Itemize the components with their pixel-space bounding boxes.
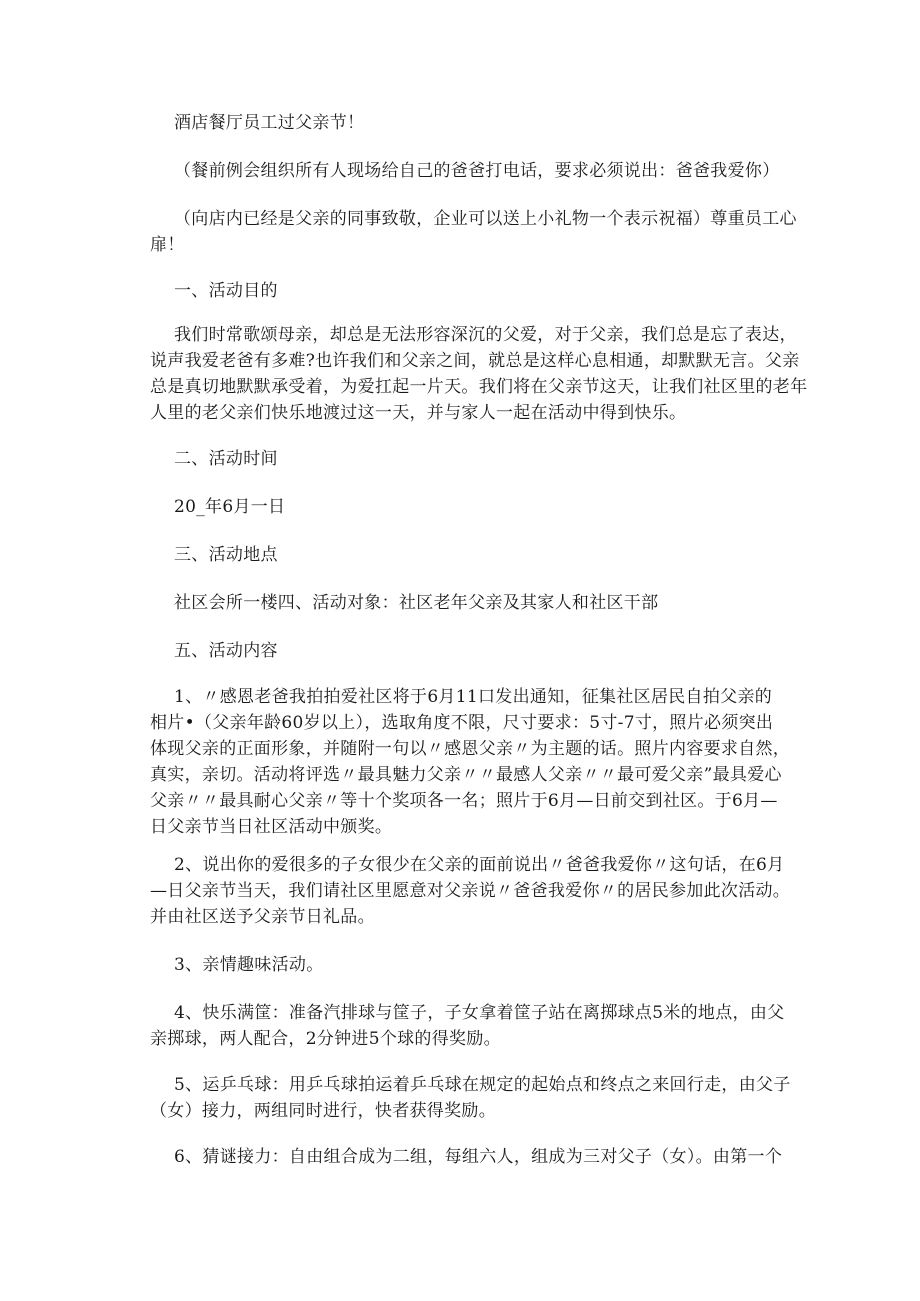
- heading-purpose: 一、活动目的: [174, 281, 278, 301]
- heading-time: 二、活动时间: [174, 449, 278, 469]
- paragraph-line: 父亲〃〃最具耐心父亲〃等十个奖项各一名；照片于6月—日前交到社区。于6月—: [150, 791, 778, 811]
- heading-content: 五、活动内容: [174, 641, 278, 661]
- paragraph-line: 总是真切地默默承受着，为爱扛起一片天。我们将在父亲节这天，让我们社区里的老年: [150, 377, 808, 397]
- paragraph-line: 亲掷球，两人配合，2分钟进5个球的得奖励。: [150, 1029, 501, 1049]
- paragraph-line: —日父亲节当天，我们请社区里愿意对父亲说〃爸爸我爱你〃的居民参加此次活动。: [150, 881, 791, 901]
- paragraph-line: 真实，亲切。活动将评选〃最具魅力父亲〃〃最感人父亲〃〃最可爱父亲”最具爱心: [150, 765, 782, 785]
- paragraph-line: 说声我爱老爸有多难?也许我们和父亲之间，就总是这样心息相通，却默默无言。父亲: [150, 351, 800, 371]
- paragraph-respect: [150, 206, 797, 258]
- paragraph-line: 2、说出你的爱很多的子女很少在父亲的面前说出〃爸爸我爱你〃这句话，在6月: [174, 855, 785, 875]
- content-item-6: 6、猜谜接力：自由组合成为二组，每组六人，组成为三对父子（女）。由第一个: [174, 1147, 783, 1167]
- paragraph-line: 并由社区送予父亲节日礼品。: [150, 907, 375, 927]
- content-item-2: [150, 852, 791, 930]
- paragraph-purpose: [150, 322, 808, 426]
- paragraph-line: （向店内已经是父亲的同事致敬，企业可以送上小礼物一个表示祝福）尊重员工心: [174, 209, 797, 229]
- paragraph-line: 5、运乒乓球：用乒乓球拍运着乒乓球在规定的起始点和终点之来回行走，由父子: [174, 1075, 791, 1095]
- paragraph-line: （女）接力，两组同时进行，快者获得奖励。: [150, 1101, 496, 1121]
- content-item-1: [150, 684, 791, 840]
- paragraph-line: 日父亲节当日社区活动中颁奖。: [150, 817, 393, 837]
- paragraph-line: 体现父亲的正面形象，并随附一句以〃感恩父亲〃为主题的话。照片内容要求自然，: [150, 739, 791, 759]
- content-item-3: 3、亲情趣味活动。: [174, 955, 324, 975]
- heading-place: 三、活动地点: [174, 545, 278, 565]
- paragraph-line: 人里的老父亲们快乐地渡过这一天，并与家人一起在活动中得到快乐。: [150, 403, 687, 423]
- paragraph-phone-call: （餐前例会组织所有人现场给自己的爸爸打电话，要求必须说出：爸爸我爱你）: [174, 161, 780, 181]
- paragraph-line: 相片•（父亲年龄60岁以上），选取角度不限，尺寸要求：5寸-7寸，照片必须突出: [150, 713, 774, 733]
- activity-date: 20_年6月一日: [174, 497, 286, 517]
- content-item-4: [150, 1000, 785, 1052]
- paragraph-line: 我们时常歌颂母亲，却总是无法形容深沉的父爱，对于父亲，我们总是忘了表达，: [174, 325, 797, 345]
- activity-place: 社区会所一楼四、活动对象：社区老年父亲及其家人和社区干部: [174, 593, 659, 613]
- paragraph-line: 扉！: [150, 235, 185, 255]
- content-item-5: [150, 1072, 791, 1124]
- paragraph-line: 1、〃感恩老爸我拍拍爱社区将于6月11口发出通知，征集社区居民自拍父亲的: [174, 687, 773, 707]
- doc-title-line: 酒店餐厅员工过父亲节！: [174, 113, 365, 133]
- paragraph-line: 4、快乐满筐：准备汽排球与筐子，子女拿着筐子站在离掷球点5米的地点，由父: [174, 1003, 785, 1023]
